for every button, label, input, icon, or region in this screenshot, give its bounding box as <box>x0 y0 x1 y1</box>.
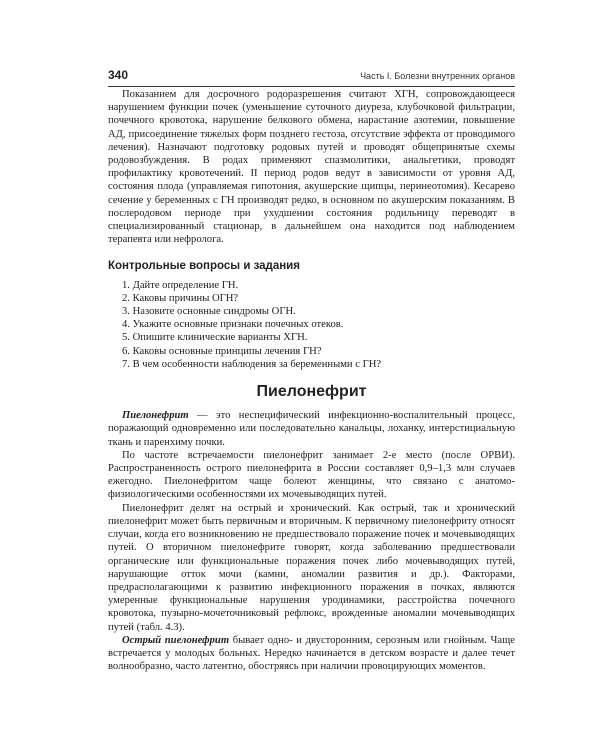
questions-heading: Контрольные вопросы и задания <box>108 260 300 273</box>
page-header <box>108 68 515 87</box>
question-item: 5. Опишите клинические варианты ХГН. <box>122 332 308 344</box>
definition-term: Пиелонефрит <box>122 410 189 422</box>
question-item: 2. Каковы причины ОГН? <box>122 292 239 304</box>
page-number: 340 <box>108 68 129 82</box>
question-item: 4. Укажите основные признаки почечных отеков. <box>122 319 344 331</box>
definition-text: — это неспецифический инфекционно-воспалительный процесс, поражающий одновременно или последовательно канальцы, лоханку, интерстициальную ткань и паренхиму почки. <box>108 410 515 448</box>
question-item: 7. В чем особенности наблюдения за беременными с ГН? <box>122 358 382 370</box>
prevalence-paragraph: По частоте встречаемости пиелонефрит занимает 2-е место (после ОРВИ). Распространенность острого пиелонефрита в России составляет 0,9–1,3 млн случаев ежегодно. Пиелонефритом чаще болеют женщины, что связано с анатомо-физиологическими особенностями их мочевыводящих путей. <box>108 449 515 501</box>
acute-paragraph <box>108 634 515 674</box>
questions-list <box>108 279 515 371</box>
classification-paragraph: Пиелонефрит делят на острый и хронический. Как острый, так и хронический пиелонефрит может быть первичным и вторичным. К первичному пиелонефриту относят случаи, когда его возникновению не предшествовало поражение почек и мочевыводящих путей. О вторичном пиелонефрите говорят, когда заболеванию предшествовали органические или функциональные поражения почек либо мочевыводящих путей, нарушающие отток мочи (камни, аномалии развития и др.). Факторами, предрасполагающими к развитию инфекционного поражения в почках, являются умеренные функциональные нарушения уродинамики, расстройства почечного кровотока, пузырно-мочеточниковый рефлюкс, врожденные аномалии мочевыводящих путей (табл. 4.3). <box>108 502 515 633</box>
page-content <box>108 88 515 673</box>
acute-text: бывает одно- и двусторонним, серозным или гнойным. Чаще встречается у молодых больных. Нередко начинается в детском возрасте и далее течет волнообразно, часто латентно, обостряясь при наличии провоцирующих моментов. <box>108 634 515 673</box>
intro-paragraph: Показанием для досрочного родоразрешения считают ХГН, сопровождающееся нарушением функции почек (уменьшение суточного диуреза, клубочковой фильтрации, почечного кровотока, нарушение белкового обмена, нарастание азотемии, повышение АД, присоединение тяжелых форм позднего гестоза, отсутствие эффекта от проводимого лечения). Назначают подготовку родовых путей и проводят общепринятые схемы родовозбуждения. В родах применяют спазмолитики, анальгетики, проводят профилактику кровотечений. II период родов ведут в зависимости от уровня АД, состояния плода (управляемая гипотония, акушерские щипцы, перинеотомия). Кесарево сечение у беременных с ГН производят редко, в основном по акушерским показаниям. В послеродовом периоде при ухудшении состояния родильницу переводят в специализированный стационар, в дальнейшем она находится под наблюдением терапевта или нефролога. <box>108 89 515 246</box>
acute-term: Острый пиелонефрит <box>122 634 230 646</box>
running-head: Часть I. Болезни внутренних органов <box>360 71 515 81</box>
question-item: 3. Назовите основные синдромы ОГН. <box>122 306 296 318</box>
question-item: 1. Дайте определение ГН. <box>122 279 239 291</box>
definition-paragraph <box>108 409 515 449</box>
question-item: 6. Каковы основные принципы лечения ГН? <box>122 345 322 357</box>
section-title: Пиелонефрит <box>256 383 367 401</box>
